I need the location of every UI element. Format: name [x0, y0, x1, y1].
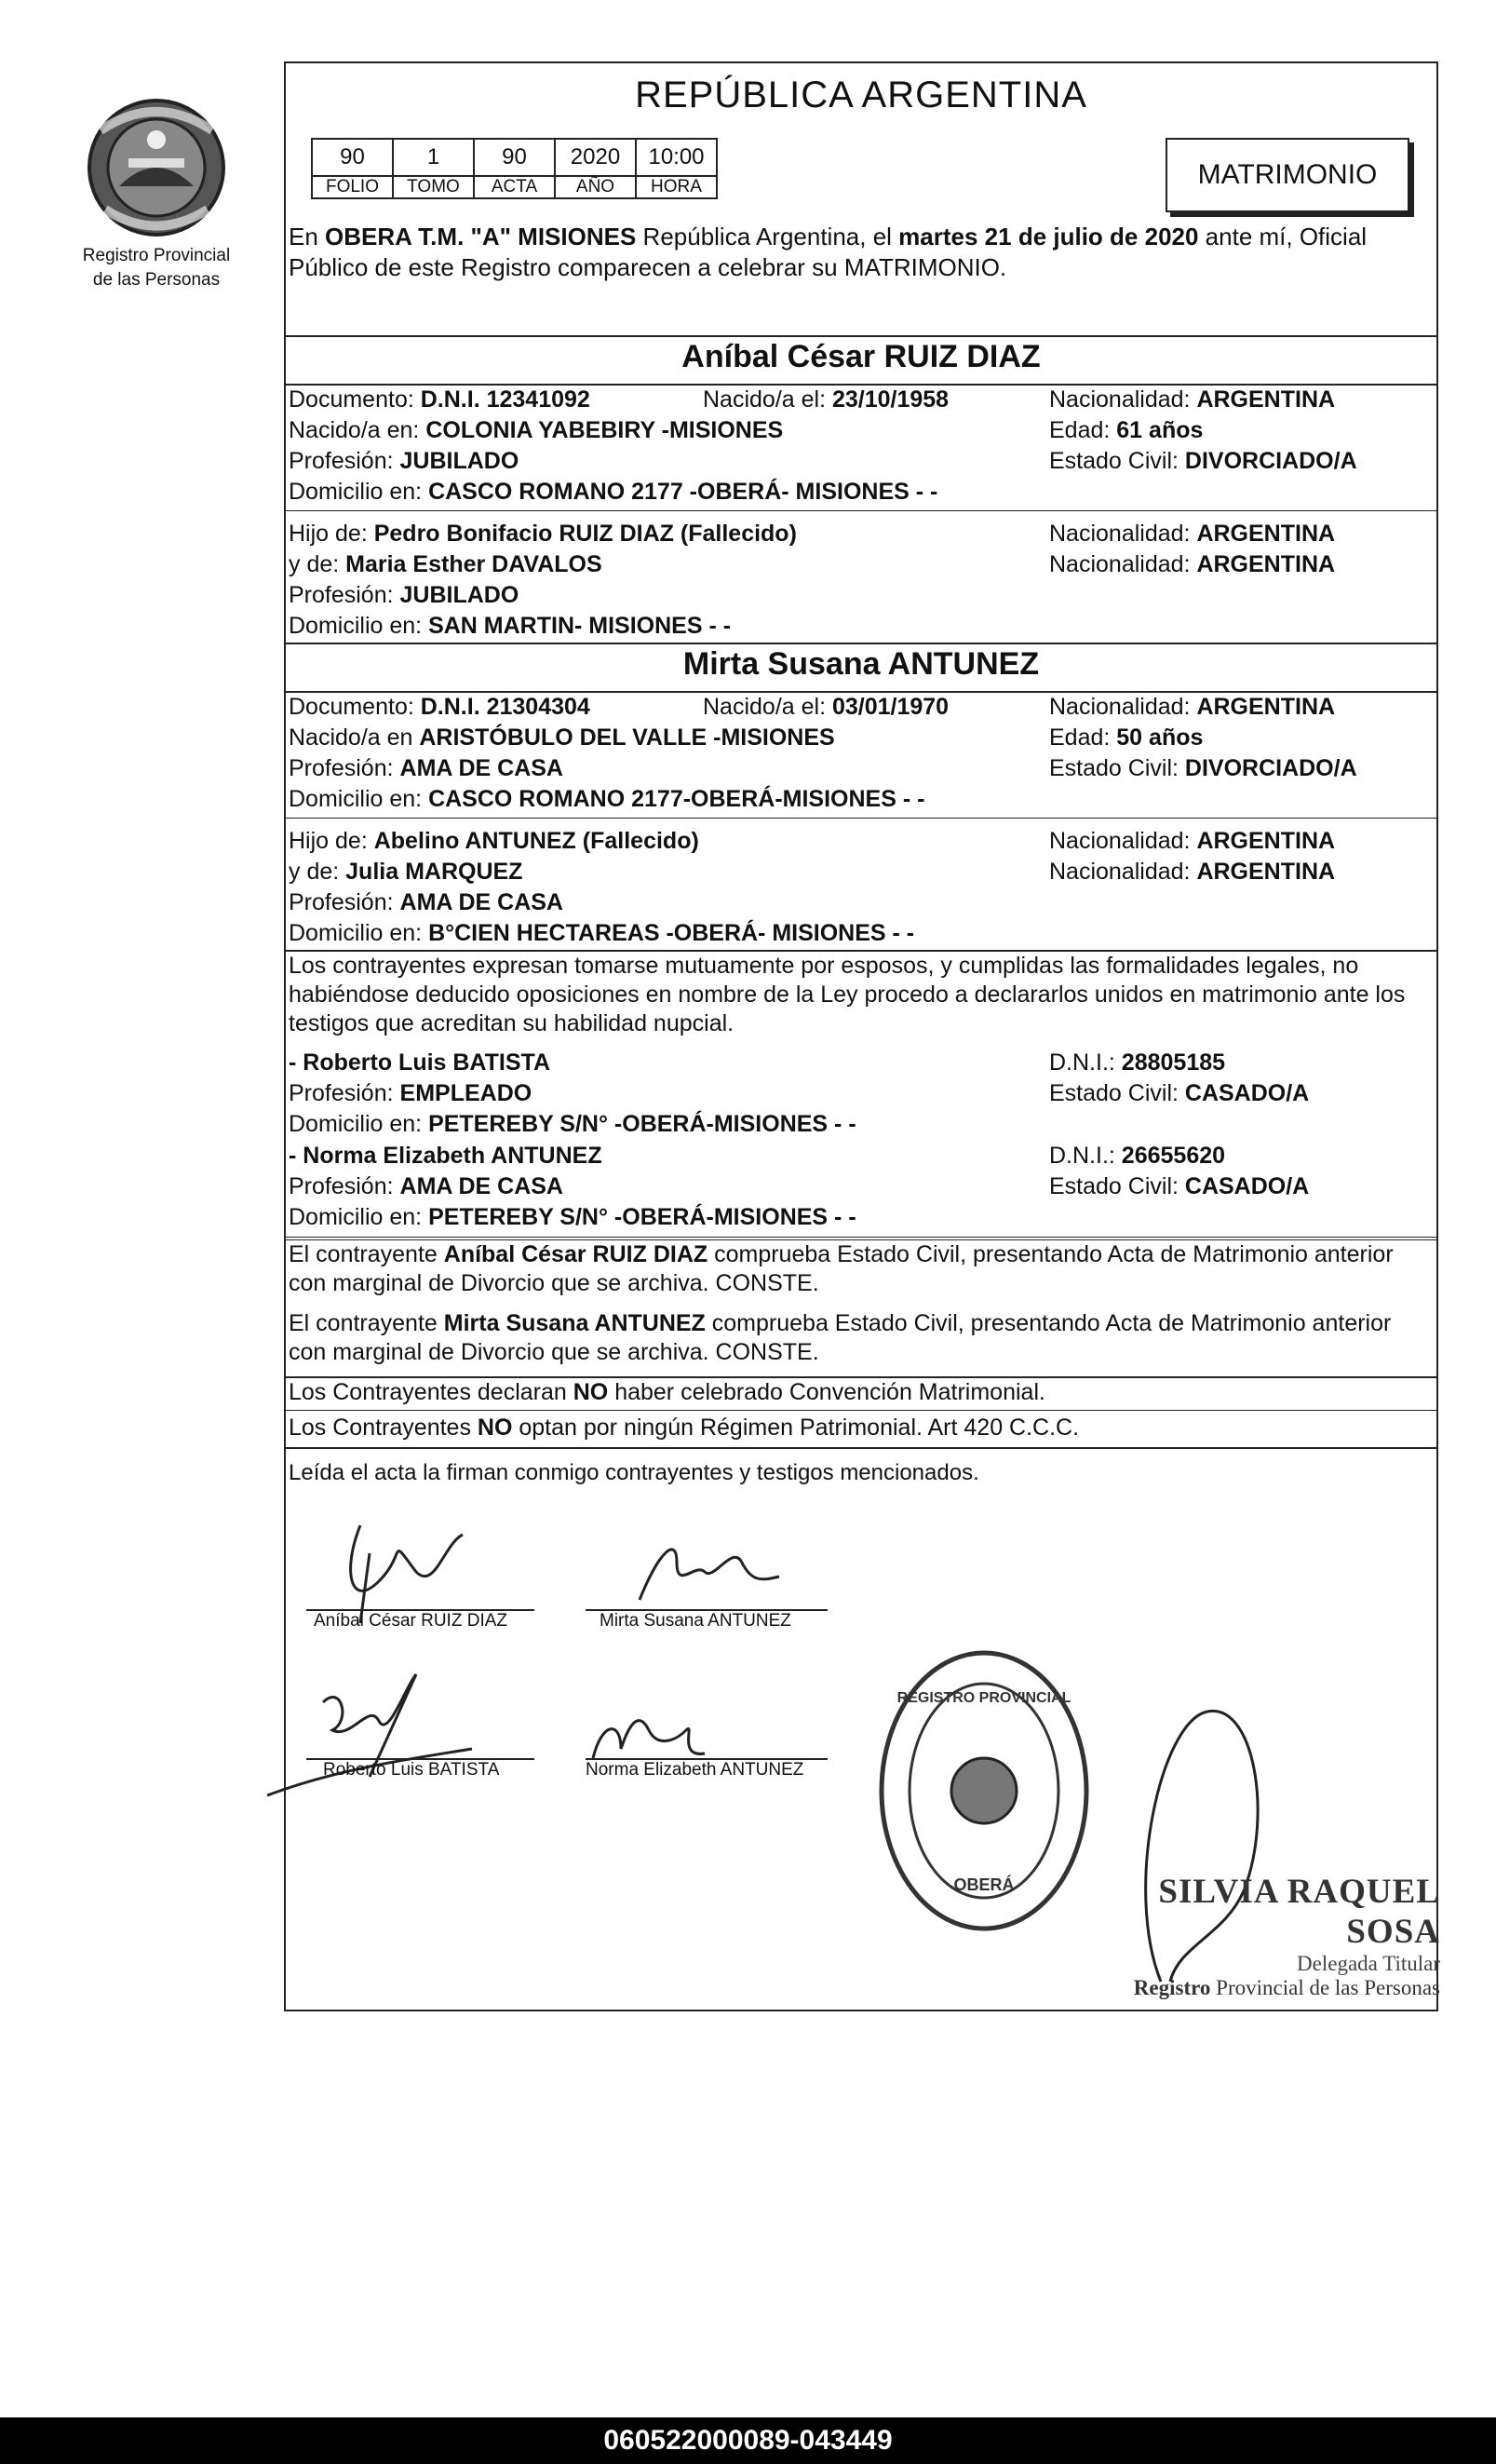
- spouse1-address: [289, 478, 937, 506]
- spouse2-parents-address: [289, 919, 914, 947]
- field-label: Estado Civil:: [1049, 448, 1185, 474]
- spouse2-father: [289, 827, 699, 855]
- witness2-profession: [289, 1172, 563, 1200]
- field-value: D.N.I. 21304304: [420, 694, 590, 720]
- official-block: [1086, 1872, 1440, 2000]
- field-value: CASADO/A: [1184, 1080, 1310, 1106]
- field-value: PETEREBY S/N° -OBERÁ-MISIONES - -: [428, 1204, 856, 1230]
- field-value: 03/01/1970: [831, 694, 950, 720]
- regime-text: Los Contrayentes declaran: [289, 1379, 573, 1405]
- field-label: D.N.I.:: [1049, 1143, 1122, 1169]
- spouse1-parents-profession: [289, 581, 519, 609]
- field-label: Domicilio en:: [289, 613, 429, 639]
- official-org-bold: Registro: [1133, 1976, 1211, 1999]
- official-organization: [1086, 1976, 1440, 2000]
- spouse1-father-nationality: [1049, 520, 1335, 548]
- field-value: ARISTÓBULO DEL VALLE -MISIONES: [419, 724, 835, 751]
- field-value: COLONIA YABEBIRY -MISIONES: [425, 417, 784, 443]
- field-label: y de:: [289, 859, 346, 885]
- field-value: Julia MARQUEZ: [345, 859, 523, 885]
- field-value: AMA DE CASA: [399, 1173, 563, 1199]
- field-label: Estado Civil:: [1049, 1173, 1185, 1199]
- field-label: Nacido/a en: [289, 724, 420, 751]
- note-text: comprueba Estado Civil, presentando Acta de Matrimonio anterior con marginal de Divorcio que se archiva. CONSTE.: [289, 1241, 1394, 1296]
- svg-text:REGISTRO PROVINCIAL: REGISTRO PROVINCIAL: [896, 1690, 1071, 1706]
- spouse1-age: [1049, 416, 1203, 444]
- tomo-label: TOMO: [393, 176, 474, 198]
- field-label: Hijo de:: [289, 521, 374, 547]
- acta-label: ACTA: [474, 176, 555, 198]
- regime-patrimonial: [289, 1414, 1434, 1442]
- witness2-name: [289, 1142, 602, 1170]
- intro-text: En: [289, 223, 326, 250]
- logo-caption-line1: Registro Provincial: [82, 246, 231, 265]
- field-value: ARGENTINA: [1196, 828, 1336, 854]
- svg-text:OBERÁ: OBERÁ: [953, 1875, 1015, 1894]
- spouse1-profession: [289, 447, 519, 475]
- acta-value: 90: [474, 139, 555, 176]
- declaration-paragraph: Los contrayentes expresan tomarse mutuamente por esposos, y cumplidas las formalidades legales, no habiéndose deducido oposiciones en nombre de la Ley procedo a declararlos unidos en matrimonio ante los testigos que acreditan su habilidad nupcial.: [289, 953, 1406, 1036]
- official-org-rest: Provincial de las Personas: [1210, 1976, 1440, 1999]
- witness2-dni: [1049, 1142, 1225, 1170]
- witness1-marital-status: [1049, 1079, 1309, 1107]
- field-label: Nacionalidad:: [1049, 694, 1197, 720]
- spouse2-parents-profession: [289, 888, 563, 916]
- witness1-name: [289, 1049, 550, 1076]
- witness1-address: [289, 1110, 856, 1138]
- intro-text: República Argentina, el: [636, 223, 899, 250]
- note-text: El contrayente: [289, 1310, 444, 1336]
- divider: [286, 510, 1436, 511]
- field-value: AMA DE CASA: [399, 889, 563, 915]
- field-label: Nacionalidad:: [1049, 828, 1197, 854]
- field-value: JUBILADO: [399, 582, 519, 608]
- field-value: CASCO ROMANO 2177-OBERÁ-MISIONES - -: [428, 786, 925, 812]
- field-value: ARGENTINA: [1196, 694, 1336, 720]
- field-value: DIVORCIADO/A: [1184, 448, 1357, 474]
- field-label: Nacionalidad:: [1049, 551, 1197, 577]
- field-value: - Norma Elizabeth ANTUNEZ: [289, 1143, 602, 1169]
- divider: [286, 1447, 1436, 1449]
- anio-value: 2020: [555, 139, 636, 176]
- field-label: Nacido/a el:: [703, 386, 832, 413]
- field-label: Nacionalidad:: [1049, 521, 1197, 547]
- field-label: Profesión:: [289, 1173, 400, 1199]
- spouse2-father-nationality: [1049, 827, 1335, 855]
- spouse1-birthdate: [703, 386, 949, 413]
- field-label: Profesión:: [289, 889, 400, 915]
- marriage-certificate-form: [284, 61, 1438, 2011]
- spouse2-age: [1049, 724, 1203, 751]
- field-value: 28805185: [1121, 1049, 1226, 1076]
- field-label: Nacido/a el:: [703, 694, 832, 720]
- spouse1-mother: [289, 550, 602, 578]
- hora-label: HORA: [636, 176, 717, 198]
- official-stamp-icon: [872, 1646, 1096, 1935]
- field-label: Estado Civil:: [1049, 1080, 1185, 1106]
- document-code-bar: 060522000089-043449: [0, 2417, 1496, 2464]
- regime-convention: [289, 1378, 1434, 1407]
- field-label: Profesión:: [289, 1080, 400, 1106]
- closing-statement: Leída el acta la firman conmigo contrayentes y testigos mencionados.: [289, 1460, 979, 1485]
- divider: [286, 643, 1436, 644]
- field-value: D.N.I. 12341092: [420, 386, 590, 413]
- spouse2-birthplace: [289, 724, 835, 751]
- field-label: Domicilio en:: [289, 1111, 429, 1137]
- field-label: Profesión:: [289, 448, 400, 474]
- spouse2-birthdate: [703, 693, 949, 721]
- folio-value: 90: [312, 139, 393, 176]
- field-value: DIVORCIADO/A: [1184, 755, 1357, 781]
- note-name: Mirta Susana ANTUNEZ: [443, 1310, 706, 1336]
- note-name: Aníbal César RUIZ DIAZ: [443, 1241, 708, 1267]
- field-label: Domicilio en:: [289, 479, 429, 505]
- document-type-box: MATRIMONIO: [1166, 138, 1409, 212]
- field-label: Profesión:: [289, 755, 400, 781]
- field-label: Nacionalidad:: [1049, 859, 1197, 885]
- field-label: Profesión:: [289, 582, 400, 608]
- field-value: ARGENTINA: [1196, 386, 1336, 413]
- registry-table: [311, 138, 718, 199]
- field-value: Maria Esther DAVALOS: [345, 551, 602, 577]
- spouse1-mother-nationality: [1049, 550, 1335, 578]
- spouse2-mother-nationality: [1049, 858, 1335, 886]
- field-value: SAN MARTIN- MISIONES - -: [428, 613, 732, 639]
- field-value: ARGENTINA: [1196, 521, 1336, 547]
- field-label: Documento:: [289, 386, 421, 413]
- folio-label: FOLIO: [312, 176, 393, 198]
- regime-text: Los Contrayentes: [289, 1415, 478, 1441]
- field-value: Abelino ANTUNEZ (Fallecido): [373, 828, 699, 854]
- spouse2-documento: [289, 693, 590, 721]
- divider: [286, 818, 1436, 819]
- field-value: 26655620: [1121, 1143, 1226, 1169]
- official-role: Delegada Titular: [1297, 1952, 1440, 1975]
- field-value: PETEREBY S/N° -OBERÁ-MISIONES - -: [428, 1111, 856, 1137]
- field-value: Pedro Bonifacio RUIZ DIAZ (Fallecido): [373, 521, 797, 547]
- spouse1-name: Aníbal César RUIZ DIAZ: [681, 339, 1041, 374]
- signature-label-witness2: Norma Elizabeth ANTUNEZ: [586, 1760, 804, 1780]
- spouse2-profession: [289, 754, 563, 782]
- signature-spouse2-icon: [621, 1525, 788, 1618]
- field-label: Edad:: [1049, 417, 1117, 443]
- field-label: Hijo de:: [289, 828, 374, 854]
- field-value: CASADO/A: [1184, 1173, 1310, 1199]
- intro-text: ante mí, Oficial Público de este Registro comparecen a celebrar su MATRIMONIO.: [289, 223, 1368, 281]
- tomo-value: 1: [393, 139, 474, 176]
- field-value: 23/10/1958: [831, 386, 950, 413]
- spouse1-documento: [289, 386, 590, 413]
- field-label: Documento:: [289, 694, 421, 720]
- field-label: Domicilio en:: [289, 786, 429, 812]
- field-label: Edad:: [1049, 724, 1117, 751]
- witness1-dni: [1049, 1049, 1225, 1076]
- signature-label-spouse1: Aníbal César RUIZ DIAZ: [314, 1611, 507, 1631]
- regime-text: haber celebrado Convención Matrimonial.: [608, 1379, 1045, 1405]
- spouse1-parents-address: [289, 612, 731, 640]
- logo-caption-line2: de las Personas: [92, 270, 221, 290]
- field-label: y de:: [289, 551, 346, 577]
- field-label: Nacionalidad:: [1049, 386, 1197, 413]
- spouse1-father: [289, 520, 797, 548]
- note-text: comprueba Estado Civil, presentando Acta de Matrimonio anterior con marginal de Divorcio que se archiva. CONSTE.: [289, 1310, 1392, 1365]
- regime-no: NO: [477, 1415, 513, 1441]
- spouse2-marital-status: [1049, 754, 1357, 782]
- signature-label-spouse2: Mirta Susana ANTUNEZ: [600, 1611, 791, 1631]
- field-value: - Roberto Luis BATISTA: [289, 1049, 550, 1076]
- divider: [286, 335, 1436, 337]
- field-value: B°CIEN HECTAREAS -OBERÁ- MISIONES - -: [428, 920, 915, 946]
- note-text: El contrayente: [289, 1241, 444, 1267]
- field-value: CASCO ROMANO 2177 -OBERÁ- MISIONES - -: [428, 479, 938, 505]
- field-value: AMA DE CASA: [399, 755, 563, 781]
- page-title: REPÚBLICA ARGENTINA: [635, 74, 1087, 115]
- intro-place: OBERA T.M. "A" MISIONES: [325, 223, 637, 250]
- signature-witness1-icon: [230, 1665, 491, 1814]
- spouse2-address: [289, 785, 924, 813]
- spouse2-mother: [289, 858, 522, 886]
- spouse1-marital-status: [1049, 447, 1357, 475]
- hora-value: 10:00: [636, 139, 717, 176]
- field-label: Estado Civil:: [1049, 755, 1185, 781]
- field-value: EMPLEADO: [399, 1080, 532, 1106]
- divider: [286, 1410, 1436, 1411]
- field-value: ARGENTINA: [1196, 551, 1336, 577]
- field-label: Domicilio en:: [289, 1204, 429, 1230]
- field-value: 50 años: [1116, 724, 1204, 751]
- field-label: Domicilio en:: [289, 920, 429, 946]
- witness1-profession: [289, 1079, 532, 1107]
- field-value: ARGENTINA: [1196, 859, 1336, 885]
- field-value: JUBILADO: [399, 448, 519, 474]
- official-name: SILVIA RAQUEL SOSA: [1158, 1873, 1440, 1951]
- witness2-marital-status: [1049, 1172, 1309, 1200]
- field-label: D.N.I.:: [1049, 1049, 1122, 1076]
- spouse1-nationality: [1049, 386, 1335, 413]
- intro-date: martes 21 de julio de 2020: [898, 223, 1199, 250]
- spouse2-nationality: [1049, 693, 1335, 721]
- intro-paragraph: [289, 222, 1434, 283]
- spouse2-name: Mirta Susana ANTUNEZ: [682, 646, 1040, 682]
- note-spouse1: [289, 1240, 1434, 1298]
- note-spouse2: [289, 1309, 1434, 1367]
- registry-logo: [63, 93, 249, 291]
- witness2-address: [289, 1203, 856, 1231]
- regime-text: optan por ningún Régimen Patrimonial. Art 420 C.C.C.: [512, 1415, 1080, 1441]
- signature-label-witness1: Roberto Luis BATISTA: [323, 1760, 500, 1780]
- anio-label: AÑO: [555, 176, 636, 198]
- field-value: 61 años: [1116, 417, 1204, 443]
- misiones-seal-icon: [82, 93, 231, 242]
- field-label: Nacido/a en:: [289, 417, 426, 443]
- regime-no: NO: [573, 1379, 609, 1405]
- spouse1-birthplace: [289, 416, 783, 444]
